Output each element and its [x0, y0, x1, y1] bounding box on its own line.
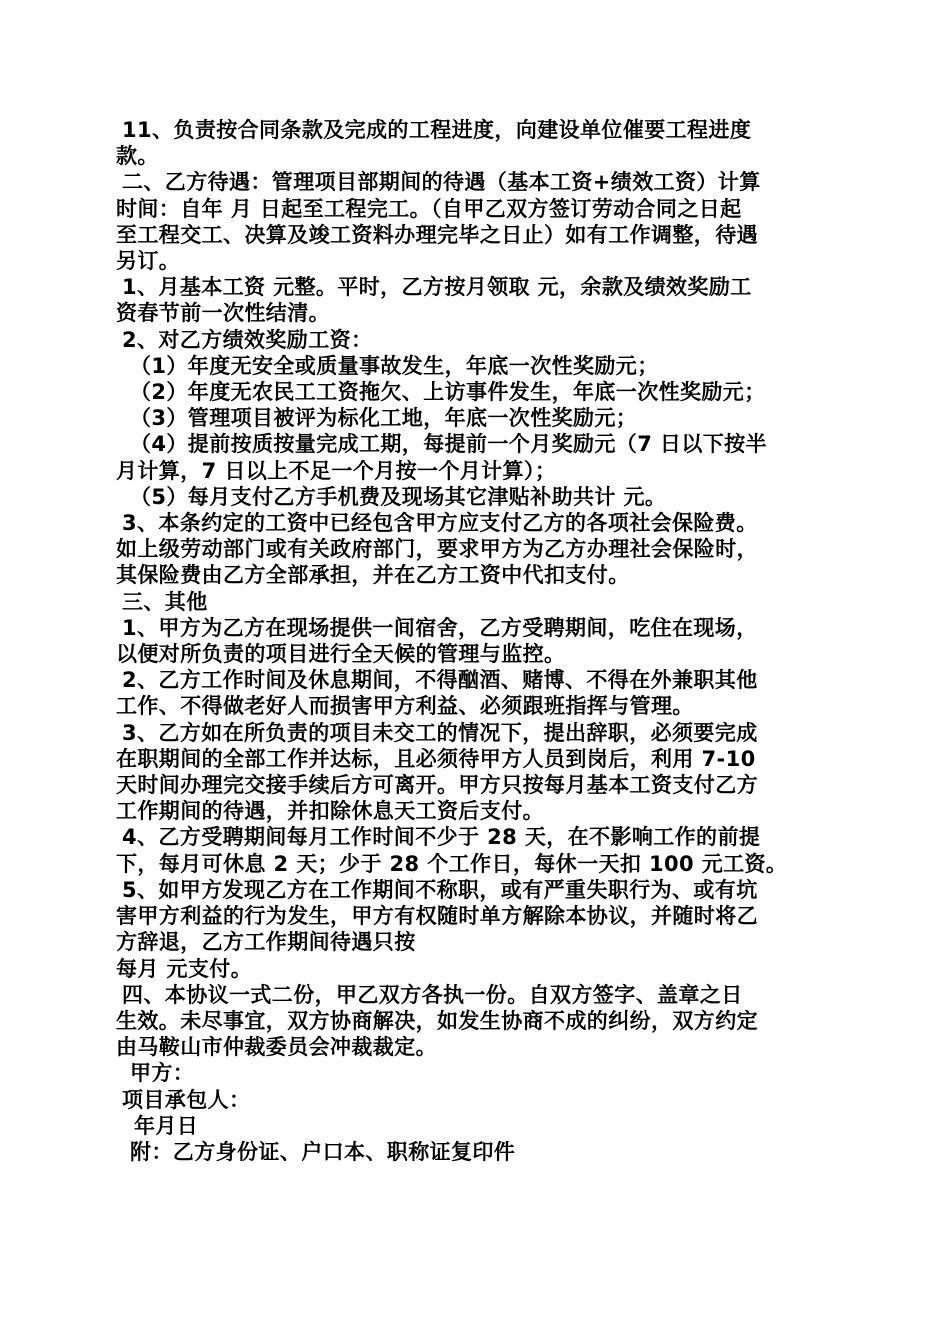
document-line: 工作期间的待遇，并扣除休息天工资后支付。 [116, 799, 544, 824]
document-line: 至工程交工、决算及竣工资料办理完毕之日止）如有工作调整，待遇 [116, 222, 758, 247]
document-line: 其保险费由乙方全部承担，并在乙方工资中代扣支付。 [116, 563, 630, 588]
document-line: 如上级劳动部门或有关政府部门，要求甲方为乙方办理社会保险时， [116, 537, 758, 562]
document-line: 4、乙方受聘期间每月工作时间不少于 28 天，在不影响工作的前提 [122, 825, 761, 850]
document-line: 以便对所负责的项目进行全天候的管理与监控。 [116, 642, 566, 667]
document-line: 年月日 [134, 1113, 199, 1138]
document-line: 另订。 [116, 249, 181, 274]
document-line: （5）每月支付乙方手机费及现场其它津贴补助共计 元。 [130, 484, 667, 509]
document-line: 害甲方利益的行为发生，甲方有权随时单方解除本协议，并随时将乙 [116, 904, 758, 929]
document-line: 3、本条约定的工资中已经包含甲方应支付乙方的各项社会保险费。 [122, 511, 758, 536]
document-line: 月计算，7 日以上不足一个月按一个月计算）； [116, 458, 557, 483]
document-line: 下，每月可休息 2 天；少于 28 个工作日，每休一天扣 100 元工资。 [116, 851, 788, 876]
document-line: 2、对乙方绩效奖励工资： [122, 327, 373, 352]
document-line: 生效。未尽事宜，双方协商解决，如发生协商不成的纠纷，双方约定 [116, 1008, 758, 1033]
document-line: 工作、不得做老好人而损害甲方利益、必须跟班指挥与管理。 [116, 694, 694, 719]
document-line: （1）年度无安全或质量事故发生，年底一次性奖励元； [130, 353, 659, 378]
document-line: （4）提前按质按量完成工期，每提前一个月奖励元（7 日以下按半 [130, 432, 767, 457]
document-line: 时间：自年 月 日起至工程完工。（自甲乙双方签订劳动合同之日起 [116, 196, 742, 221]
document-line: 5、如甲方发现乙方在工作期间不称职，或有严重失职行为、或有坑 [122, 877, 758, 902]
document-line: 在职期间的全部工作并达标，且必须待甲方人员到岗后，利用 7-10 [116, 746, 756, 771]
document-line: 四、本协议一式二份，甲乙双方各执一份。自双方签字、盖章之日 [122, 982, 743, 1007]
document-line: 款。 [116, 144, 159, 169]
document-line: 项目承包人： [122, 1087, 251, 1112]
document-line: 11、负责按合同条款及完成的工程进度，向建设单位催要工程进度 [122, 118, 752, 142]
document-body [116, 117, 840, 1165]
document-line: 每月 元支付。 [116, 956, 253, 981]
document-line: 附：乙方身份证、户口本、职称证复印件 [130, 1139, 516, 1164]
document-line: 甲方： [130, 1061, 195, 1086]
document-line: 1、甲方为乙方在现场提供一间宿舍，乙方受聘期间，吃住在现场， [122, 615, 758, 640]
document-line: 1、月基本工资 元整。平时，乙方按月领取 元，余款及绩效奖励工 [122, 275, 752, 300]
document-line: 天时间办理完交接手续后方可离开。甲方只按每月基本工资支付乙方 [116, 773, 758, 798]
document-line: 资春节前一次性结清。 [116, 301, 330, 326]
document-line: 3、乙方如在所负责的项目未交工的情况下，提出辞职，必须要完成 [122, 720, 758, 745]
document-line: 三、其他 [122, 589, 208, 614]
document-line: （2）年度无农民工工资拖欠、上访事件发生，年底一次性奖励元； [130, 380, 766, 405]
document-line: （3）管理项目被评为标化工地，年底一次性奖励元； [130, 406, 638, 431]
document-line: 由马鞍山市仲裁委员会冲裁裁定。 [116, 1035, 437, 1060]
document-line: 方辞退，乙方工作期间待遇只按 [116, 930, 416, 955]
document-line: 二、乙方待遇：管理项目部期间的待遇（基本工资+绩效工资）计算 [122, 170, 761, 195]
document-line: 2、乙方工作时间及休息期间，不得酗酒、赌博、不得在外兼职其他 [122, 668, 758, 693]
